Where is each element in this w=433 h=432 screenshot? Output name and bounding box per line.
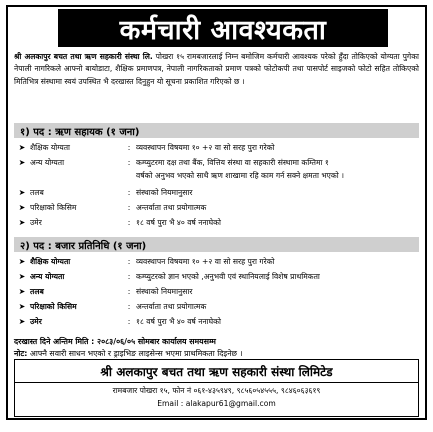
- colon: :: [127, 272, 131, 281]
- post-header: २) पद : बजार प्रतिनिधि (१ जना): [14, 237, 419, 252]
- requirement-value: कम्प्युटरको ज्ञान भएको ,अनुभवी एवं स्थानियलाई विशेष प्राथमिकता: [136, 272, 320, 281]
- bullet-icon: ➤: [18, 257, 26, 266]
- requirement-label: शैक्षिक योग्यता: [30, 257, 71, 266]
- requirement-label: उमेर: [30, 317, 42, 326]
- requirement-value: व्यवस्थापन विषयमा १० +२ वा सो सरह पुरा गरेको: [136, 257, 275, 266]
- note-label: नोट:: [14, 349, 28, 358]
- footer-box: [14, 359, 419, 417]
- bullet-icon: ➤: [18, 158, 26, 167]
- requirement-label: अन्य योग्यता: [30, 158, 65, 167]
- colon: :: [127, 158, 131, 167]
- footer-email: Email : alakapur61@gmail.com: [157, 399, 276, 408]
- requirement-value: वर्षको अनुभव भएको साथै ऋण शाखामा रहि काम गर्न सक्ने क्षमता भएको ।: [136, 171, 344, 180]
- bullet-icon: ➤: [18, 287, 26, 296]
- bullet-icon: ➤: [18, 203, 26, 212]
- requirement-value: संस्थाको नियमानुसार: [136, 188, 193, 197]
- requirement-value: अन्तर्वाता तथा प्रयोगात्मक: [136, 302, 207, 311]
- requirement-value: संस्थाको नियमानुसार: [136, 287, 193, 296]
- requirement-label: उमेर: [30, 218, 42, 227]
- requirement-row-continued: [14, 170, 419, 182]
- requirement-row: [14, 316, 419, 328]
- footer-address: रामबजार पोखरा १५, फोन नं ०६१-४३५९४९, ९८५६०५४५५५, ९८४६०६३६१९: [112, 386, 321, 395]
- requirement-row: [14, 286, 419, 298]
- intro-text: पोखरा १५ रामबजारलाई निम्न बमोजिम कर्मचारी आवश्यक परेको हुँदा तोकिएको योग्यता पुगेका नेपाली नागरिकले आफ्नो बायोडाटा, शैक्षिक प्रमाणपत्र, नेपाली नागरिकताको प्रमाण पत्रको फोटोकपी तथा पासपोर्ट साइजको फोटो सहित तोकिएको मितिभित्र संस्थामा स्वयं उपस्थित भै दरखास्त दिनुहुन यो सूचना प्रकाशित गरिएको छ ।: [14, 52, 419, 86]
- requirement-label: परिक्षाको किसिम: [30, 302, 77, 311]
- requirement-value: १८ वर्ष पुरा भै ४० वर्ष ननाघेको: [136, 218, 221, 227]
- requirement-label: परिक्षाको किसिम: [30, 203, 77, 212]
- bullet-icon: ➤: [18, 188, 26, 197]
- footer-org-name: श्री अलकापुर बचत तथा ऋण सहकारी संस्था लिमिटेड: [15, 363, 418, 383]
- requirement-label: [30, 170, 122, 182]
- requirement-label: शैक्षिक योग्यता: [30, 143, 71, 152]
- notice-title: कर्मचारी आवश्यकता: [58, 9, 388, 47]
- notice: [6, 5, 427, 420]
- requirement-row: [14, 157, 419, 169]
- note: [14, 349, 242, 359]
- bullet-icon: ➤: [18, 143, 26, 152]
- requirement-value: १८ वर्ष पुरा भै ४० वर्ष ननाघेको: [136, 317, 221, 326]
- requirement-row: [14, 217, 419, 229]
- colon: :: [127, 188, 131, 197]
- post-header: १) पद : ऋण सहायक (१ जना): [14, 123, 419, 138]
- colon: :: [127, 143, 131, 152]
- requirement-label: तलब: [30, 188, 44, 197]
- requirement-label: तलब: [30, 287, 44, 296]
- colon: :: [127, 287, 131, 296]
- requirement-value: अन्तर्वाता तथा प्रयोगात्मक: [136, 203, 207, 212]
- requirement-label: अन्य योग्यता: [30, 272, 65, 281]
- note-text: आफ्नै सवारी साधन भएको र ड्राइभिङ लाइसेन्स भएमा प्राथमिकता दिइनेछ ।: [27, 349, 243, 358]
- requirement-row: [14, 202, 419, 214]
- requirement-row: [14, 256, 419, 268]
- bullet-icon: ➤: [18, 317, 26, 326]
- intro-org-name: श्री अलकापुर बचत तथा ऋण सहकारी संस्था लि.: [14, 52, 153, 61]
- bullet-icon: ➤: [18, 302, 26, 311]
- colon: :: [127, 203, 131, 212]
- intro-paragraph: [14, 51, 419, 88]
- requirement-value: कम्प्युटरमा दक्ष तथा बैंक, वित्तिय संस्था वा सहकारी संस्थामा कम्तिमा १: [136, 158, 329, 167]
- requirement-row: [14, 187, 419, 199]
- requirement-row: [14, 301, 419, 313]
- colon: :: [127, 257, 131, 266]
- colon: :: [127, 302, 131, 311]
- colon: :: [127, 218, 131, 227]
- bullet-icon: ➤: [18, 218, 26, 227]
- bullet-icon: ➤: [18, 272, 26, 281]
- colon: :: [127, 317, 131, 326]
- application-deadline: दरखास्त दिने अन्तिम मिति : २०८३/०६/०५ सोमबार कार्यालय समयसम्म: [14, 337, 216, 346]
- requirement-row: [14, 142, 419, 154]
- requirement-row: [14, 271, 419, 283]
- requirement-value: व्यवस्थापन विषयमा १० +२ वा सो सरह पुरा गरेको: [136, 143, 275, 152]
